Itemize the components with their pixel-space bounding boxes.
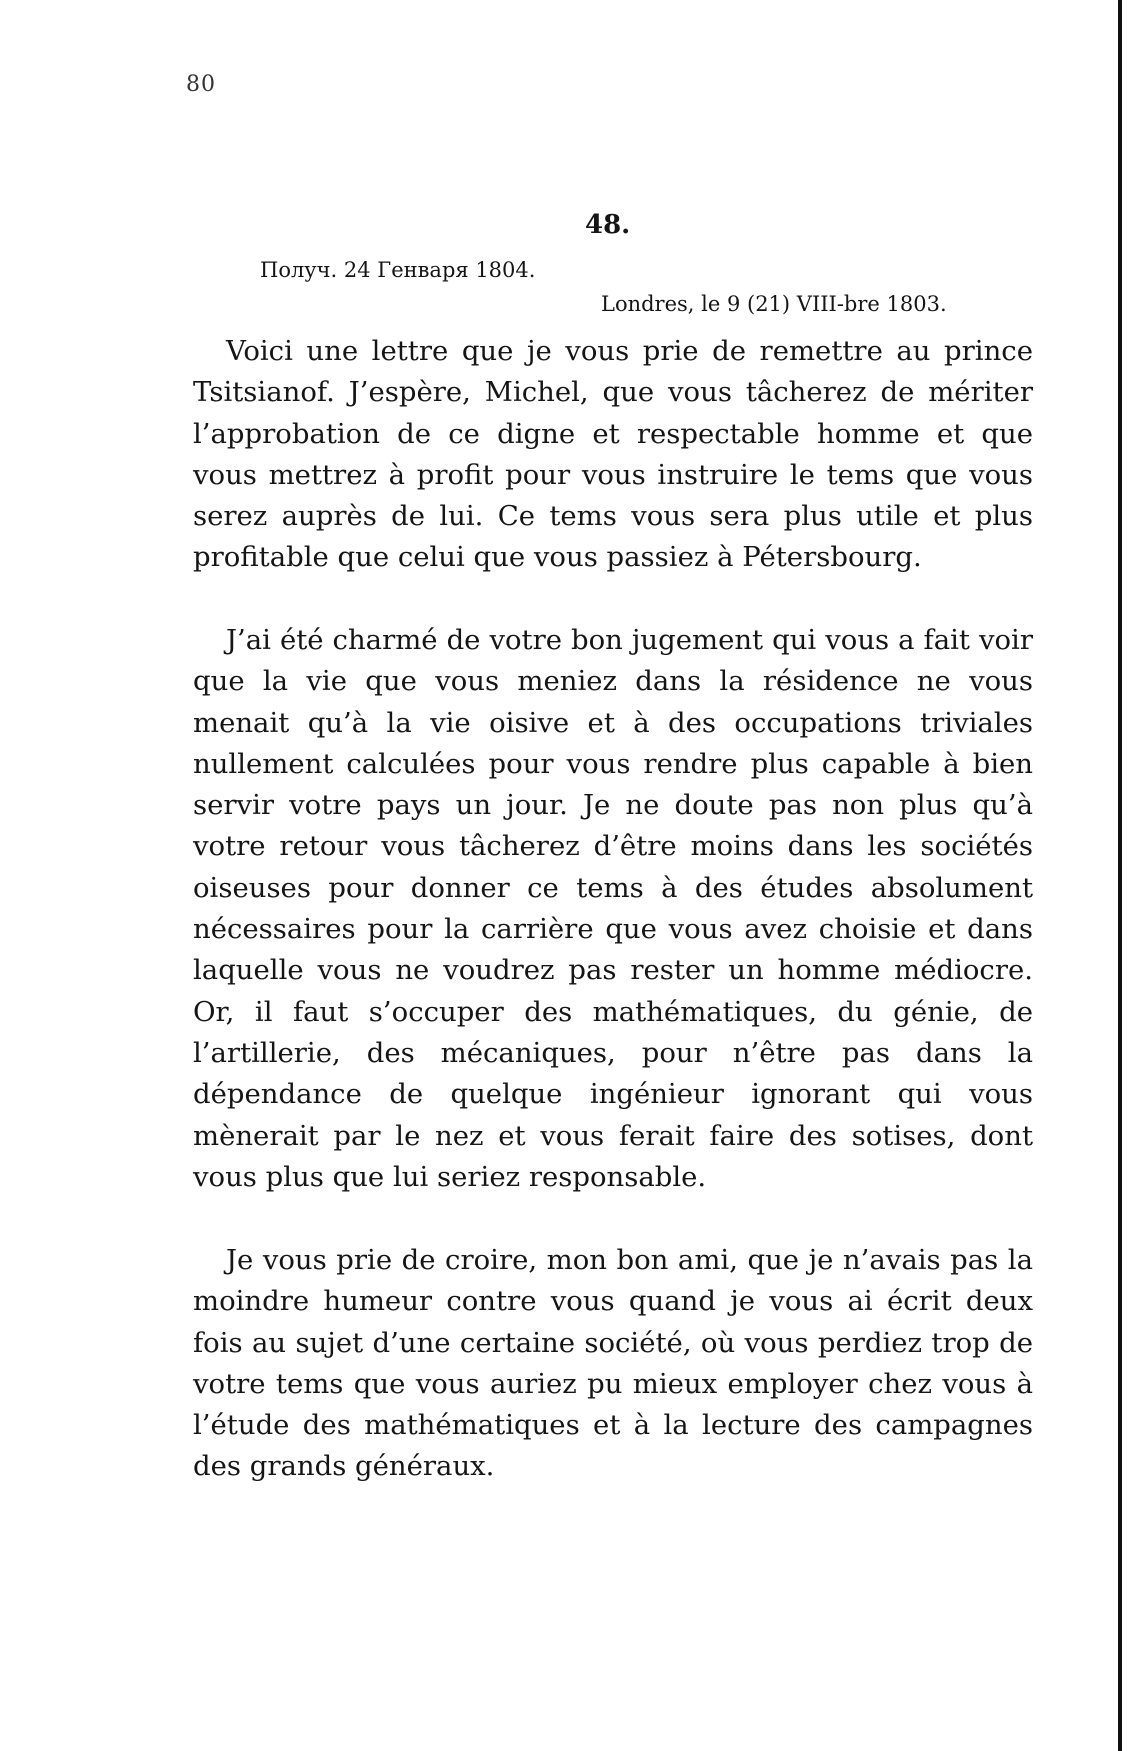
- letter-dateline: Londres, le 9 (21) VIII-bre 1803.: [601, 292, 947, 316]
- letter-number: 48.: [585, 210, 631, 240]
- page-number: 80: [186, 72, 216, 97]
- paragraph-3: Je vous prie de croire, mon bon ami, que je n’avais pas la moindre humeur contre vous quand je vous ai écrit deux fois au sujet d’une certaine société, où vous perdiez trop de votre tems que vous auriez pu mieux employer chez vous à l’étude des mathématiques et à la lecture des campagnes des grands généraux.: [193, 1244, 1033, 1483]
- paragraph-2: J’ai été charmé de votre bon jugement qui vous a fait voir que la vie que vous meniez dans la résidence ne vous menait qu’à la vie oisive et à des occupations triviales nullement calculées pour vous rendre plus capable à bien servir votre pays un jour. Je ne doute pas non plus qu’à votre retour vous tâcherez d’être moins dans les sociétés oiseuses pour donner ce tems à des études absolument nécessaires pour la carrière que vous avez choisie et dans laquelle vous ne voudrez pas rester un homme médiocre. Or, il faut s’occuper des mathématiques, du génie, de l’artillerie, des mécaniques, pour n’être pas dans la dépendance de quelque ingénieur ignorant qui vous mènerait par le nez et vous ferait faire des sotises, dont vous plus que lui seriez responsable.: [193, 624, 1033, 1193]
- page-edge-line: [1118, 0, 1122, 1751]
- paragraph-1: Voici une lettre que je vous prie de remettre au prince Tsitsianof. J’espère, Michel, que vous tâcherez de mériter l’approbation de ce digne et respectable homme et que vous mettrez à profit pour vous instruire le tems que vous serez auprès de lui. Ce tems vous sera plus utile et plus profitable que celui que vous passiez à Pétersbourg.: [193, 335, 1033, 574]
- received-note: Получ. 24 Генваря 1804.: [260, 258, 536, 282]
